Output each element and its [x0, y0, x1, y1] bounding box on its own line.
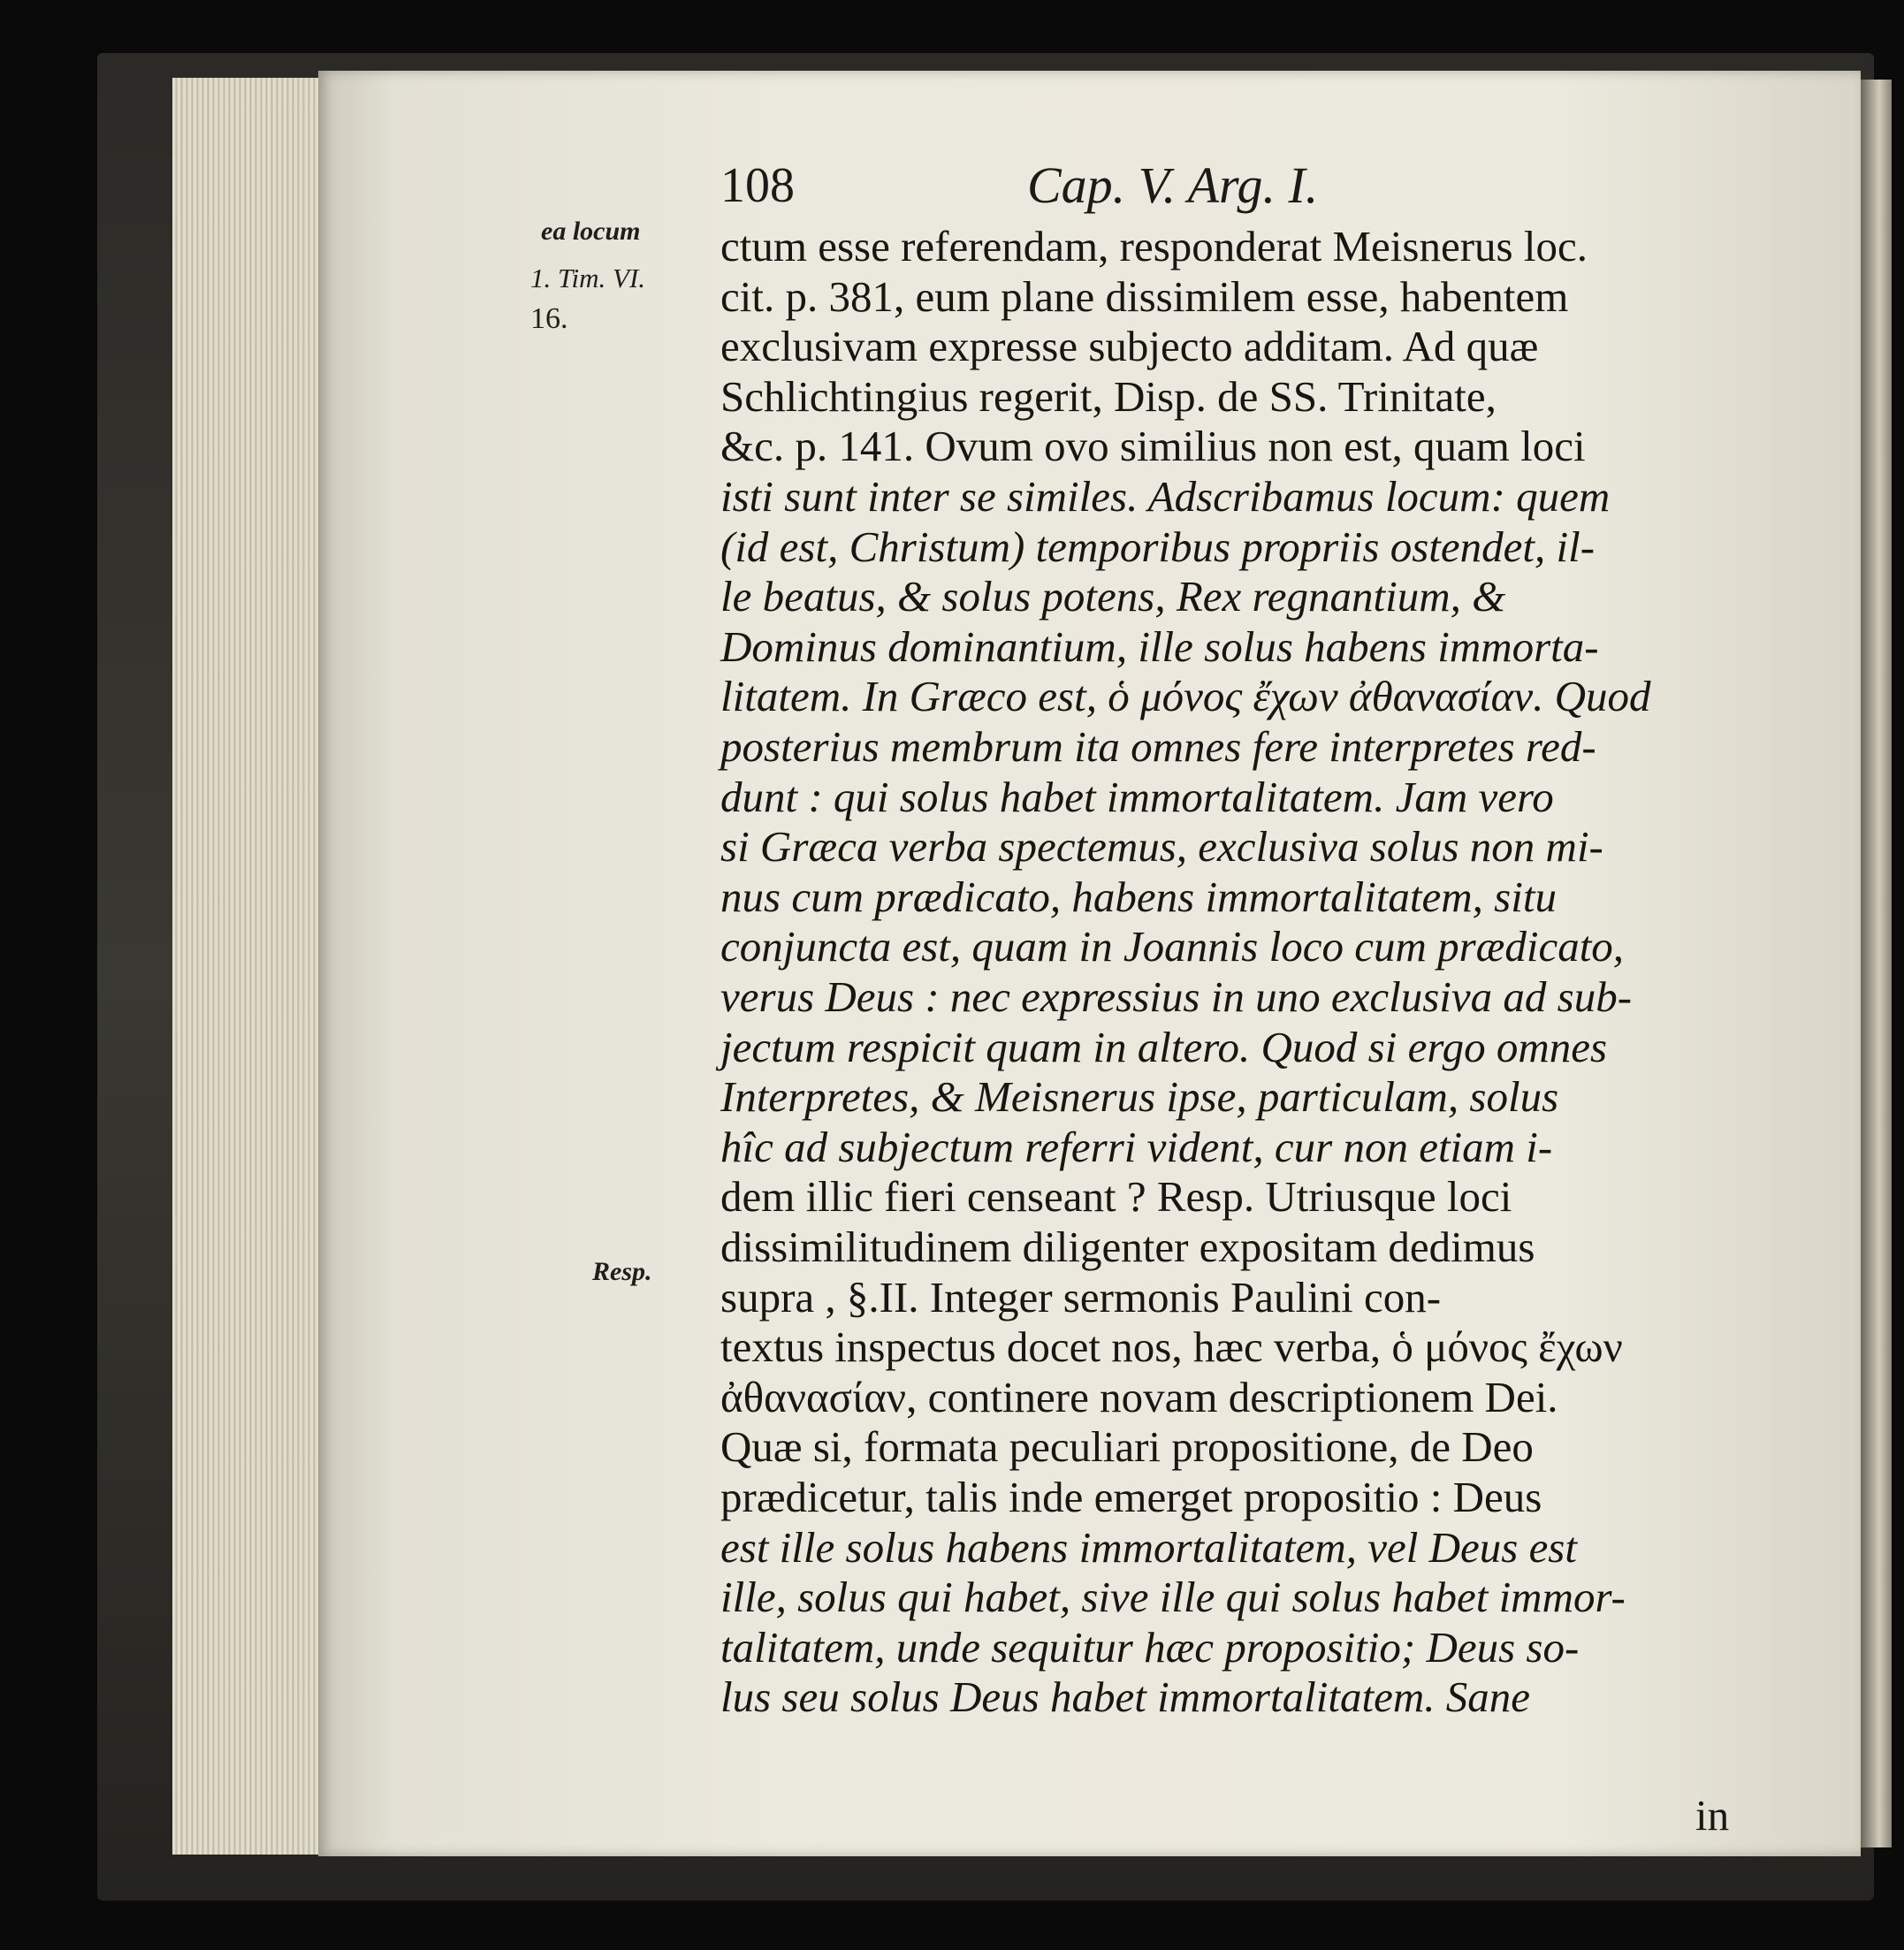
text-line: Quæ si, formata peculiari propositione, de Deo — [720, 1422, 1534, 1472]
text-line: si Græca verba spectemus, exclusiva solus non mi- — [720, 822, 1603, 872]
text-line: posterius membrum ita omnes fere interpretes red- — [720, 722, 1596, 771]
text-line: dem illic fieri censeant ? Resp. Utriusque loci — [720, 1172, 1512, 1222]
text-line: cit. p. 381, eum plane dissimilem esse, habentem — [720, 271, 1569, 321]
running-head-title: Cap. V. Arg. I. — [1027, 156, 1319, 214]
text-line: dunt : qui solus habet immortalitatem. Jam vero — [720, 772, 1554, 821]
text-line: litatem. In Græco est, ὁ μόνος ἔχων ἀθανασίαν. Quod — [720, 672, 1651, 721]
page-edges — [172, 78, 334, 1855]
text-line: textus inspectus docet nos, hæc verba, ὁ μόνος ἔχων — [720, 1322, 1623, 1372]
margin-note-verse: 16. — [530, 302, 568, 335]
text-line: le beatus, & solus potens, Rex regnantium, & — [720, 572, 1506, 621]
text-line: ἀθανασίαν, continere novam descriptionem Dei. — [720, 1372, 1558, 1421]
text-line: dissimilitudinem diligenter expositam dedimus — [720, 1223, 1535, 1271]
facing-page-edge — [1861, 80, 1892, 1847]
text-line: ctum esse referendam, responderat Meisnerus loc. — [720, 222, 1588, 270]
margin-note-reference: ea locum — [541, 217, 641, 246]
text-line: ille, solus qui habet, sive ille qui solus habet immor- — [720, 1573, 1626, 1622]
text-line: lus seu solus Deus habet immortalitatem. Sane — [720, 1672, 1530, 1722]
text-line: Interpretes, & Meisnerus ipse, particulam, solus — [720, 1072, 1559, 1122]
text-line: &c. p. 141. Ovum ovo similius non est, quam loci — [720, 422, 1586, 471]
text-line: prædicetur, talis inde emerget propositio : Deus — [720, 1473, 1542, 1521]
text-line: jectum respicit quam in altero. Quod si ergo omnes — [720, 1022, 1608, 1071]
margin-note-citation: 1. Tim. VI. — [530, 263, 646, 293]
text-line: (id est, Christum) temporibus propriis ostendet, il- — [720, 522, 1596, 571]
text-line: talitatem, unde sequitur hæc propositio; Deus so- — [720, 1622, 1580, 1672]
text-line: conjuncta est, quam in Joannis loco cum prædicato, — [720, 922, 1625, 971]
text-line: nus cum prædicato, habens immortalitatem, situ — [720, 872, 1557, 921]
text-line: Schlichtingius regerit, Disp. de SS. Trinitate, — [720, 371, 1497, 421]
text-line: verus Deus : nec expressius in uno exclusiva ad sub- — [720, 972, 1633, 1021]
text-line: isti sunt inter se similes. Adscribamus locum: quem — [720, 472, 1611, 521]
catchword: in — [1695, 1791, 1730, 1840]
text-line: Dominus dominantium, ille solus habens immorta- — [720, 621, 1599, 671]
text-line: hîc ad subjectum referri vident, cur non etiam i- — [720, 1122, 1553, 1171]
text-line: exclusivam expresse subjecto additam. Ad quæ — [720, 322, 1539, 371]
text-line: supra , §.II. Integer sermonis Paulini con- — [720, 1272, 1442, 1322]
margin-note-response: Resp. — [592, 1257, 652, 1286]
page-number: 108 — [720, 158, 795, 213]
text-line: est ille solus habens immortalitatem, vel Deus est — [720, 1522, 1577, 1572]
